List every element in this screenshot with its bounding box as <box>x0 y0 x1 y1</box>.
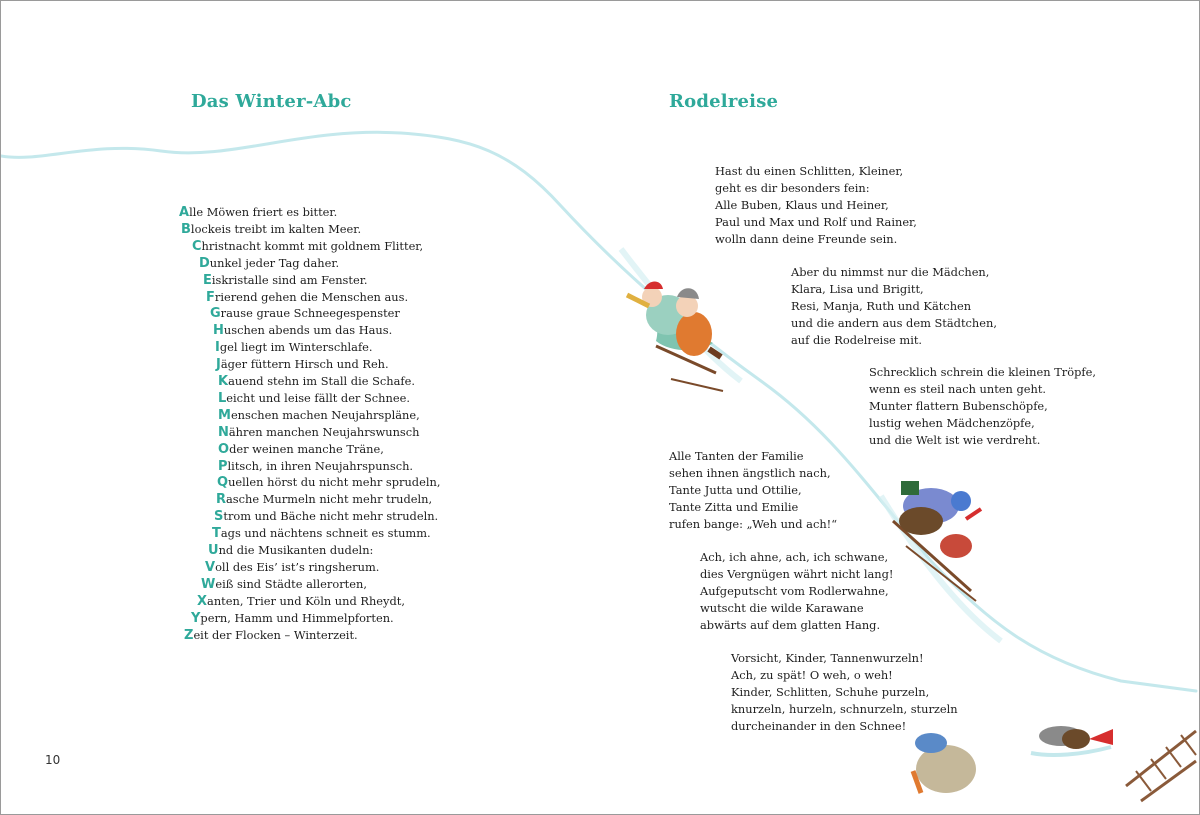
abc-line <box>210 306 400 321</box>
abc-line-text: asche Murmeln nicht mehr trudeln, <box>226 492 433 507</box>
abc-line <box>216 492 432 507</box>
abc-line-text: iskristalle sind am Fenster. <box>211 272 368 287</box>
verse-line: lustig wehen Mädchenzöpfe, <box>869 415 1035 430</box>
stanza-1 <box>715 163 917 247</box>
abc-line-text: lockeis treibt im kalten Meer. <box>190 221 362 236</box>
verse-line: Vorsicht, Kinder, Tannenwurzeln! <box>731 651 924 665</box>
verse-line: Munter flattern Bubenschöpfe, <box>869 398 1048 413</box>
abc-line <box>191 611 394 626</box>
abc-initial-letter: J <box>216 357 221 373</box>
abc-line-text: äger füttern Hirsch und Reh. <box>220 357 389 372</box>
verse-line: durcheinander in den Schnee! <box>731 718 907 733</box>
poem-title-rodelreise: Rodelreise <box>669 91 779 112</box>
verse-line: abwärts auf dem glatten Hang. <box>700 617 881 632</box>
abc-line <box>216 357 389 372</box>
abc-initial-letter: X <box>197 593 208 609</box>
abc-initial-letter: W <box>201 576 216 592</box>
abc-line-text: eiß sind Städte allerorten, <box>215 576 367 591</box>
abc-initial-letter: H <box>213 323 224 339</box>
abc-initial-letter: D <box>199 255 210 271</box>
stanza-2 <box>791 264 997 348</box>
fallen-children <box>913 726 1113 793</box>
abc-initial-letter: I <box>215 340 220 356</box>
verse-line: rufen bange: „Weh und ach!“ <box>669 516 838 531</box>
stanza-4 <box>669 448 837 532</box>
stanza-5 <box>700 549 894 633</box>
abc-line-text: trom und Bäche nicht mehr strudeln. <box>223 509 439 524</box>
abc-line-text: litsch, in ihren Neujahrspunsch. <box>227 458 414 473</box>
verse-line: auf die Rodelreise mit. <box>791 332 923 347</box>
abc-line <box>201 577 367 592</box>
abc-line-text: uschen abends um das Haus. <box>223 323 393 338</box>
abc-initial-letter: C <box>192 238 202 254</box>
abc-initial-letter: S <box>214 509 224 525</box>
verse-line: und die andern aus dem Städtchen, <box>791 315 997 330</box>
verse-line: Alle Buben, Klaus und Heiner, <box>715 197 889 212</box>
verse-line: Resi, Manja, Ruth und Kätchen <box>791 298 972 313</box>
abc-line-text: enschen machen Neujahrspläne, <box>230 407 420 422</box>
abc-line-text: pern, Hamm und Himmelpforten. <box>200 610 394 625</box>
abc-line-text: der weinen manche Träne, <box>229 441 384 456</box>
abc-initial-letter: Y <box>191 610 201 626</box>
abc-line-text: eicht und leise fällt der Schnee. <box>226 390 410 405</box>
abc-line <box>197 594 405 609</box>
poem-title-winter-abc: Das Winter-Abc <box>191 91 352 112</box>
abc-line <box>218 374 415 389</box>
abc-initial-letter: E <box>203 272 212 288</box>
verse-line: Ach, ich ahne, ach, ich schwane, <box>700 550 889 564</box>
abc-line-text: unkel jeder Tag daher. <box>209 255 340 270</box>
abc-initial-letter: N <box>218 424 229 440</box>
abc-line-text: rause graue Schneegespenster <box>220 306 400 321</box>
abc-initial-letter: U <box>208 543 219 558</box>
abc-initial-letter: P <box>218 458 228 474</box>
abc-line <box>181 222 361 237</box>
verse-line: sehen ihnen ängstlich nach, <box>669 465 831 480</box>
verse-line: Alle Tanten der Familie <box>669 449 804 463</box>
abc-line-text: anten, Trier und Köln und Rheydt, <box>207 593 405 608</box>
abc-line-text: uellen hörst du nicht mehr sprudeln, <box>228 475 441 490</box>
abc-line-text: nd die Musikanten dudeln: <box>218 543 374 557</box>
abc-line <box>203 273 368 288</box>
abc-line <box>215 340 373 355</box>
verse-line: Aufgeputscht vom Rodlerwahne, <box>700 583 889 598</box>
abc-line <box>214 509 438 524</box>
abc-line-text: lle Möwen friert es bitter. <box>189 205 338 219</box>
abc-line <box>199 256 339 271</box>
verse-line: dies Vergnügen währt nicht lang! <box>700 566 894 581</box>
verse-line: Tante Zitta und Emilie <box>669 499 799 514</box>
abc-line <box>205 560 379 575</box>
abc-initial-letter: L <box>218 390 227 406</box>
verse-line: Schrecklich schrein die kleinen Tröpfe, <box>869 365 1096 379</box>
abc-line-text: ähren manchen Neujahrswunsch <box>228 424 420 439</box>
abc-initial-letter: A <box>179 205 190 220</box>
abc-initial-letter: F <box>206 289 215 305</box>
abc-line-text: rierend gehen die Menschen aus. <box>214 289 409 304</box>
abc-initial-letter: T <box>212 526 221 542</box>
abc-line <box>218 425 419 440</box>
abc-line <box>218 459 413 474</box>
stanza-3 <box>869 364 1096 448</box>
abc-line <box>218 442 384 457</box>
verse-line: Paul und Max und Rolf und Rainer, <box>715 214 917 229</box>
abc-initial-letter: V <box>205 559 216 575</box>
verse-line: Klara, Lisa und Brigitt, <box>791 281 924 296</box>
abc-line <box>213 323 392 338</box>
abc-line <box>208 543 373 558</box>
page-number: 10 <box>45 753 61 767</box>
verse-line: Tante Jutta und Ottilie, <box>669 482 802 497</box>
abc-initial-letter: M <box>218 407 231 423</box>
abc-line <box>192 239 423 254</box>
verse-line: Aber du nimmst nur die Mädchen, <box>791 265 990 279</box>
verse-line: knurzeln, hurzeln, schnurzeln, sturzeln <box>731 701 958 716</box>
abc-line <box>218 391 410 406</box>
abc-line <box>217 475 440 490</box>
abc-initial-letter: R <box>216 492 227 508</box>
abc-line-text: gel liegt im Winterschlafe. <box>219 340 373 355</box>
verse-line: Kinder, Schlitten, Schuhe purzeln, <box>731 684 930 699</box>
abc-line-text: eit der Flocken – Winterzeit. <box>193 627 358 642</box>
abc-line <box>206 290 408 305</box>
abc-initial-letter: Z <box>184 627 194 643</box>
abc-initial-letter: K <box>218 374 229 389</box>
verse-line: Hast du einen Schlitten, Kleiner, <box>715 164 904 178</box>
abc-initial-letter: O <box>218 441 230 457</box>
abc-line <box>218 408 420 423</box>
abc-line <box>212 526 431 541</box>
abc-initial-letter: G <box>210 306 221 322</box>
abc-line-text: auend stehn im Stall die Schafe. <box>228 374 415 388</box>
sled-children-2 <box>893 481 981 601</box>
verse-line: geht es dir besonders fein: <box>715 180 870 195</box>
verse-line: wenn es steil nach unten geht. <box>869 381 1047 396</box>
verse-line: Ach, zu spät! O weh, o weh! <box>731 667 893 682</box>
verse-line: wolln dann deine Freunde sein. <box>715 231 898 246</box>
abc-line-text: ags und nächtens schneit es stumm. <box>220 526 431 541</box>
abc-line <box>179 205 337 220</box>
abc-initial-letter: B <box>181 221 191 237</box>
sled-children-1 <box>627 282 723 392</box>
abc-initial-letter: Q <box>217 475 229 491</box>
overturned-sled <box>1126 731 1196 801</box>
abc-line-text: oll des Eis’ ist’s ringsherum. <box>215 559 380 574</box>
abc-line <box>184 628 358 643</box>
abc-line-text: hristnacht kommt mit goldnem Flitter, <box>201 238 424 253</box>
stanza-6 <box>731 650 958 734</box>
verse-line: und die Welt ist wie verdreht. <box>869 432 1041 447</box>
verse-line: wutscht die wilde Karawane <box>700 600 864 615</box>
